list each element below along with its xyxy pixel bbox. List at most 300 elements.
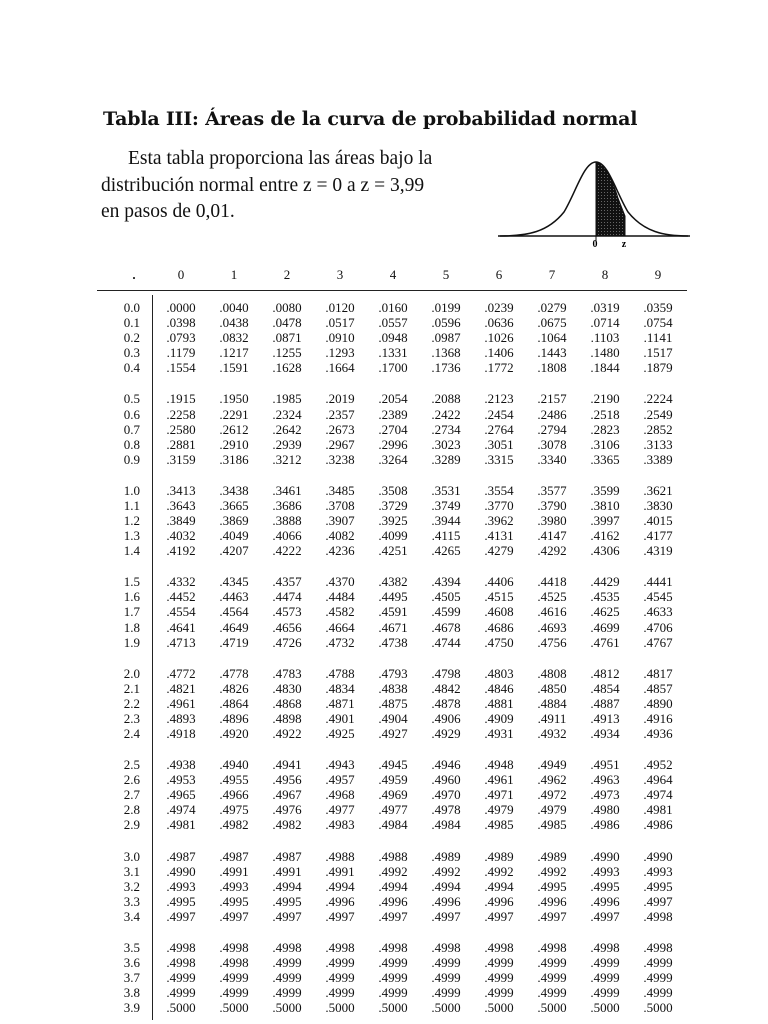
row-z-label: 3.6 xyxy=(123,955,140,971)
table-cell: .4998 xyxy=(219,955,249,971)
table-cell: .4222 xyxy=(272,543,302,559)
table-cell: .4997 xyxy=(431,908,461,924)
table-cell: .4192 xyxy=(166,543,196,559)
table-cell: .4649 xyxy=(219,619,249,635)
table-cell: .4761 xyxy=(590,634,620,650)
table-cell: .4952 xyxy=(643,757,673,773)
table-cell: .3770 xyxy=(484,497,514,513)
table-cell: .0359 xyxy=(643,300,673,315)
table-cell: .3238 xyxy=(325,451,355,467)
table-cell: .4999 xyxy=(325,955,355,971)
table-cell: .4875 xyxy=(378,695,408,711)
table-cell: .2389 xyxy=(378,406,408,422)
table-cell: .3461 xyxy=(272,482,302,498)
row-z-label: 0.0 xyxy=(123,300,140,315)
table-cell: .1103 xyxy=(590,330,620,346)
table-cell: .3389 xyxy=(643,451,673,467)
table-cell: .4370 xyxy=(325,574,355,590)
table-cell: .4962 xyxy=(537,772,567,788)
table-cell: .1517 xyxy=(643,345,673,361)
table-cell: .4756 xyxy=(537,634,567,650)
table-cell: .0596 xyxy=(431,315,461,331)
table-cell: .2549 xyxy=(643,406,673,422)
table-cell: .5000 xyxy=(643,1000,673,1016)
table-cell: .4996 xyxy=(590,893,620,909)
table-cell: .3106 xyxy=(590,436,620,452)
table-cell: .4953 xyxy=(166,772,196,788)
column-header: 4 xyxy=(389,267,397,282)
table-cell: .4898 xyxy=(272,710,302,726)
table-cell: .4319 xyxy=(643,543,673,559)
table-cell: .4993 xyxy=(166,878,196,894)
table-cell: .4999 xyxy=(590,985,620,1001)
table-cell: .4996 xyxy=(537,893,567,909)
table-cell: .4015 xyxy=(643,513,673,528)
table-cell: .4999 xyxy=(325,985,355,1001)
table-cell: .3708 xyxy=(325,497,355,513)
row-z-label: 0.7 xyxy=(123,421,140,437)
table-cell: .4945 xyxy=(378,757,408,773)
table-cell: .4927 xyxy=(378,726,408,741)
table-cell: .4987 xyxy=(272,848,302,864)
table-cell: .4997 xyxy=(537,908,567,924)
table-cell: .4961 xyxy=(484,772,514,788)
table-cell: .4949 xyxy=(537,757,567,773)
table-cell: .4633 xyxy=(643,604,673,620)
table-cell: .0120 xyxy=(325,300,355,315)
table-cell: .5000 xyxy=(431,1000,461,1016)
row-z-label: 1.5 xyxy=(123,574,140,590)
table-cell: .3980 xyxy=(537,513,567,528)
table-cell: .4997 xyxy=(325,908,355,924)
table-cell: .5000 xyxy=(484,1000,514,1016)
table-cell: .2518 xyxy=(590,406,620,422)
table-cell: .4878 xyxy=(431,695,461,711)
row-z-label: 0.5 xyxy=(123,391,140,407)
row-z-label: 0.4 xyxy=(123,360,140,376)
table-cell: .4236 xyxy=(325,543,355,559)
table-cell: .0517 xyxy=(325,315,355,331)
column-header: 3 xyxy=(336,267,344,282)
table-cell: .4394 xyxy=(431,574,461,590)
table-cell: .4913 xyxy=(590,710,620,726)
row-z-label: 0.9 xyxy=(123,451,140,467)
table-cell: .4788 xyxy=(325,665,355,681)
table-cell: .2454 xyxy=(484,406,514,422)
table-cell: .3686 xyxy=(272,497,302,513)
table-cell: .1664 xyxy=(325,360,355,376)
table-cell: .2794 xyxy=(537,421,567,437)
table-cell: .2357 xyxy=(325,406,355,422)
table-cell: .4997 xyxy=(166,908,196,924)
table-cell: .4991 xyxy=(325,863,355,879)
table-cell: .4994 xyxy=(378,878,408,894)
table-cell: .4979 xyxy=(537,802,567,818)
row-z-label: 2.0 xyxy=(123,665,140,681)
table-cell: .2258 xyxy=(166,406,196,422)
table-cell: .4357 xyxy=(272,574,302,590)
table-cell: .4981 xyxy=(166,817,196,833)
table-cell: .4999 xyxy=(537,955,567,971)
table-cell: .0871 xyxy=(272,330,302,346)
table-cell: .4982 xyxy=(219,817,249,833)
table-cell: .4997 xyxy=(378,908,408,924)
table-cell: .0040 xyxy=(219,300,249,315)
table-cell: .4909 xyxy=(484,710,514,726)
table-cell: .2486 xyxy=(537,406,567,422)
table-cell: .4049 xyxy=(219,528,249,544)
table-cell: .4998 xyxy=(643,940,673,956)
row-z-label: 3.4 xyxy=(123,908,140,924)
table-cell: .4616 xyxy=(537,604,567,620)
table-cell: .3997 xyxy=(590,513,620,528)
table-cell: .4989 xyxy=(537,848,567,864)
table-cell: .4988 xyxy=(378,848,408,864)
table-cell: .1331 xyxy=(378,345,408,361)
table-cell: .4999 xyxy=(166,970,196,986)
table-cell: .4963 xyxy=(590,772,620,788)
table-cell: .4678 xyxy=(431,619,461,635)
table-cell: .2673 xyxy=(325,421,355,437)
table-cell: .3790 xyxy=(537,497,567,513)
table-cell: .3023 xyxy=(431,436,461,452)
table-cell: .4115 xyxy=(431,528,461,544)
table-cell: .4994 xyxy=(484,878,514,894)
table-cell: .4896 xyxy=(219,710,249,726)
table-cell: .4916 xyxy=(643,710,673,726)
table-cell: .0675 xyxy=(537,315,567,331)
table-cell: .5000 xyxy=(325,1000,355,1016)
table-cell: .4989 xyxy=(484,848,514,864)
table-cell: .4999 xyxy=(219,985,249,1001)
table-cell: .3315 xyxy=(484,451,514,467)
table-cell: .4995 xyxy=(166,893,196,909)
table-cell: .4505 xyxy=(431,589,461,605)
table-cell: .4994 xyxy=(431,878,461,894)
table-cell: .4382 xyxy=(378,574,408,590)
table-cell: .4999 xyxy=(643,955,673,971)
table-cell: .4904 xyxy=(378,710,408,726)
table-cell: .0080 xyxy=(272,300,302,315)
table-cell: .4995 xyxy=(537,878,567,894)
row-z-label: 0.8 xyxy=(123,436,140,452)
table-cell: .3078 xyxy=(537,436,567,452)
table-cell: .4599 xyxy=(431,604,461,620)
row-z-label: 2.8 xyxy=(123,802,140,818)
table-cell: .4834 xyxy=(325,680,355,696)
table-cell: .4418 xyxy=(537,574,567,590)
table-cell: .3531 xyxy=(431,482,461,498)
table-cell: .4207 xyxy=(219,543,249,559)
table-cell: .4992 xyxy=(431,863,461,879)
row-z-label: 3.0 xyxy=(123,848,140,864)
row-z-label: 3.5 xyxy=(123,940,140,956)
table-cell: .2642 xyxy=(272,421,302,437)
table-cell: .4798 xyxy=(431,665,461,681)
table-cell: .4972 xyxy=(537,787,567,803)
table-cell: .4995 xyxy=(272,893,302,909)
table-cell: .4992 xyxy=(378,863,408,879)
table-cell: .4956 xyxy=(272,772,302,788)
table-cell: .3830 xyxy=(643,497,673,513)
table-cell: .4969 xyxy=(378,787,408,803)
table-cell: .4971 xyxy=(484,787,514,803)
column-header: 2 xyxy=(283,267,291,282)
table-cell: .4693 xyxy=(537,619,567,635)
table-cell: .4812 xyxy=(590,665,620,681)
table-cell: .3810 xyxy=(590,497,620,513)
table-cell: .4961 xyxy=(166,695,196,711)
table-cell: .4767 xyxy=(643,634,673,650)
table-cell: .4998 xyxy=(431,940,461,956)
row-z-label: 1.1 xyxy=(123,497,140,513)
table-cell: .1554 xyxy=(166,360,196,376)
table-cell: .5000 xyxy=(537,1000,567,1016)
table-cell: .4993 xyxy=(590,863,620,879)
table-cell: .4345 xyxy=(219,574,249,590)
table-cell: .2088 xyxy=(431,391,461,407)
table-cell: .4957 xyxy=(325,772,355,788)
table-cell: .2422 xyxy=(431,406,461,422)
table-cell: .4744 xyxy=(431,634,461,650)
table-cell: .4975 xyxy=(219,802,249,818)
table-cell: .4808 xyxy=(537,665,567,681)
table-cell: .1179 xyxy=(166,345,196,361)
table-cell: .2939 xyxy=(272,436,302,452)
table-cell: .4925 xyxy=(325,726,355,741)
table-cell: .0478 xyxy=(272,315,302,331)
row-z-label: 3.3 xyxy=(123,893,140,909)
table-cell: .4990 xyxy=(166,863,196,879)
intro-line: en pasos de 0,01. xyxy=(101,201,235,222)
table-cell: .4986 xyxy=(590,817,620,833)
table-cell: .4906 xyxy=(431,710,461,726)
table-cell: .4474 xyxy=(272,589,302,605)
table-cell: .4999 xyxy=(325,970,355,986)
table-cell: .4955 xyxy=(219,772,249,788)
table-cell: .3599 xyxy=(590,482,620,498)
table-cell: .2881 xyxy=(166,436,196,452)
row-z-label: 2.9 xyxy=(123,817,140,833)
table-cell: .1985 xyxy=(272,391,302,407)
table-cell: .4162 xyxy=(590,528,620,544)
table-cell: .3944 xyxy=(431,513,461,528)
table-cell: .4974 xyxy=(643,787,673,803)
table-cell: .4983 xyxy=(325,817,355,833)
table-cell: .0948 xyxy=(378,330,408,346)
table-cell: .4997 xyxy=(272,908,302,924)
table-cell: .1141 xyxy=(643,330,673,346)
table-cell: .4265 xyxy=(431,543,461,559)
row-z-label: 0.2 xyxy=(123,330,140,346)
table-cell: .4998 xyxy=(166,940,196,956)
table-cell: .4998 xyxy=(272,940,302,956)
table-cell: .4082 xyxy=(325,528,355,544)
table-cell: .4940 xyxy=(219,757,249,773)
table-cell: .4999 xyxy=(272,970,302,986)
table-cell: .3508 xyxy=(378,482,408,498)
table-cell: .1808 xyxy=(537,360,567,376)
table-cell: .4868 xyxy=(272,695,302,711)
table-cell: .4554 xyxy=(166,604,196,620)
table-cell: .4998 xyxy=(219,940,249,956)
row-z-label: 2.6 xyxy=(123,772,140,788)
table-cell: .3665 xyxy=(219,497,249,513)
table-cell: .4929 xyxy=(431,726,461,741)
table-cell: .4998 xyxy=(378,940,408,956)
table-cell: .4452 xyxy=(166,589,196,605)
table-cell: .4979 xyxy=(484,802,514,818)
table-cell: .4967 xyxy=(272,787,302,803)
table-cell: .0793 xyxy=(166,330,196,346)
table-cell: .5000 xyxy=(166,1000,196,1016)
table-cell: .4984 xyxy=(378,817,408,833)
table-cell: .3621 xyxy=(643,482,673,498)
table-cell: .1064 xyxy=(537,330,567,346)
table-cell: .4999 xyxy=(590,955,620,971)
table-cell: .4977 xyxy=(325,802,355,818)
table-cell: .4931 xyxy=(484,726,514,741)
label-zero: 0 xyxy=(592,239,598,250)
table-cell: .4994 xyxy=(325,878,355,894)
table-cell: .5000 xyxy=(272,1000,302,1016)
row-z-label: 1.0 xyxy=(123,482,140,498)
row-z-label: 1.7 xyxy=(123,604,140,620)
table-cell: .0557 xyxy=(378,315,408,331)
table-cell: .4332 xyxy=(166,574,196,590)
column-header: 9 xyxy=(654,267,662,282)
table-cell: .3729 xyxy=(378,497,408,513)
table-cell: .3186 xyxy=(219,451,249,467)
table-cell: .4999 xyxy=(166,985,196,1001)
table-cell: .4977 xyxy=(378,802,408,818)
table-cell: .4582 xyxy=(325,604,355,620)
column-header: 8 xyxy=(601,267,609,282)
table-cell: .4989 xyxy=(431,848,461,864)
table-cell: .5000 xyxy=(219,1000,249,1016)
row-z-label: 0.6 xyxy=(123,406,140,422)
table-cell: .4846 xyxy=(484,680,514,696)
table-cell: .2823 xyxy=(590,421,620,437)
table-cell: .4999 xyxy=(378,970,408,986)
table-cell: .0832 xyxy=(219,330,249,346)
table-cell: .4999 xyxy=(219,970,249,986)
table-cell: .4871 xyxy=(325,695,355,711)
row-z-label: 2.7 xyxy=(123,787,140,803)
table-cell: .1915 xyxy=(166,391,196,407)
table-cell: .4292 xyxy=(537,543,567,559)
table-cell: .3264 xyxy=(378,451,408,467)
table-cell: .4997 xyxy=(219,908,249,924)
table-cell: .4999 xyxy=(272,985,302,1001)
table-cell: .4893 xyxy=(166,710,196,726)
table-cell: .4976 xyxy=(272,802,302,818)
table-cell: .4998 xyxy=(643,908,673,924)
table-cell: .4960 xyxy=(431,772,461,788)
table-cell: .4817 xyxy=(643,665,673,681)
table-cell: .4990 xyxy=(643,848,673,864)
table-cell: .4864 xyxy=(219,695,249,711)
table-cell: .2734 xyxy=(431,421,461,437)
table-cell: .4147 xyxy=(537,528,567,544)
table-cell: .4982 xyxy=(272,817,302,833)
table-cell: .4591 xyxy=(378,604,408,620)
table-cell: .4999 xyxy=(431,985,461,1001)
table-cell: .4996 xyxy=(325,893,355,909)
table-cell: .4830 xyxy=(272,680,302,696)
table-cell: .0239 xyxy=(484,300,514,315)
row-z-label: 2.3 xyxy=(123,710,140,726)
table-cell: .4803 xyxy=(484,665,514,681)
row-z-label: 2.5 xyxy=(123,757,140,773)
table-cell: .4306 xyxy=(590,543,620,559)
table-cell: .4980 xyxy=(590,802,620,818)
table-cell: .0160 xyxy=(378,300,408,315)
intro-line: distribución normal entre z = 0 a z = 3,99 xyxy=(101,174,425,196)
table-cell: .4943 xyxy=(325,757,355,773)
table-cell: .4965 xyxy=(166,787,196,803)
table-cell: .1950 xyxy=(219,391,249,407)
table-cell: .4656 xyxy=(272,619,302,635)
row-z-label: 1.2 xyxy=(123,513,140,528)
table-cell: .3485 xyxy=(325,482,355,498)
table-cell: .0636 xyxy=(484,315,514,331)
table-cell: .3888 xyxy=(272,513,302,528)
row-z-label: 3.1 xyxy=(123,863,140,879)
table-cell: .4726 xyxy=(272,634,302,650)
table-cell: .4999 xyxy=(484,955,514,971)
table-cell: .4985 xyxy=(484,817,514,833)
table-cell: .2967 xyxy=(325,436,355,452)
table-cell: .4881 xyxy=(484,695,514,711)
table-cell: .4826 xyxy=(219,680,249,696)
table-cell: .4429 xyxy=(590,574,620,590)
table-cell: .4608 xyxy=(484,604,514,620)
table-cell: .4999 xyxy=(272,955,302,971)
table-cell: .4996 xyxy=(484,893,514,909)
table-cell: .1700 xyxy=(378,360,408,376)
table-cell: .4251 xyxy=(378,543,408,559)
table-cell: .2996 xyxy=(378,436,408,452)
table-cell: .0000 xyxy=(166,300,196,315)
table-cell: .4719 xyxy=(219,634,249,650)
table-cell: .4750 xyxy=(484,634,514,650)
table-cell: .3133 xyxy=(643,436,673,452)
row-z-label: 1.8 xyxy=(123,619,140,635)
table-cell: .3577 xyxy=(537,482,567,498)
table-cell: .3869 xyxy=(219,513,249,528)
table-cell: .4998 xyxy=(537,940,567,956)
table-cell: .0987 xyxy=(431,330,461,346)
table-cell: .4999 xyxy=(643,985,673,1001)
table-cell: .4793 xyxy=(378,665,408,681)
table-cell: .4974 xyxy=(166,802,196,818)
table-cell: .1844 xyxy=(590,360,620,376)
table-cell: .2123 xyxy=(484,391,514,407)
table-cell: .4535 xyxy=(590,589,620,605)
table-cell: .4998 xyxy=(166,955,196,971)
table-cell: .4699 xyxy=(590,619,620,635)
table-corner: . xyxy=(132,267,136,282)
column-header: 1 xyxy=(230,267,238,282)
table-cell: .4515 xyxy=(484,589,514,605)
table-cell: .4484 xyxy=(325,589,355,605)
table-cell: .4999 xyxy=(537,970,567,986)
table-cell: .3212 xyxy=(272,451,302,467)
table-cell: .4970 xyxy=(431,787,461,803)
table-cell: .4664 xyxy=(325,619,355,635)
table-cell: .1879 xyxy=(643,360,673,376)
